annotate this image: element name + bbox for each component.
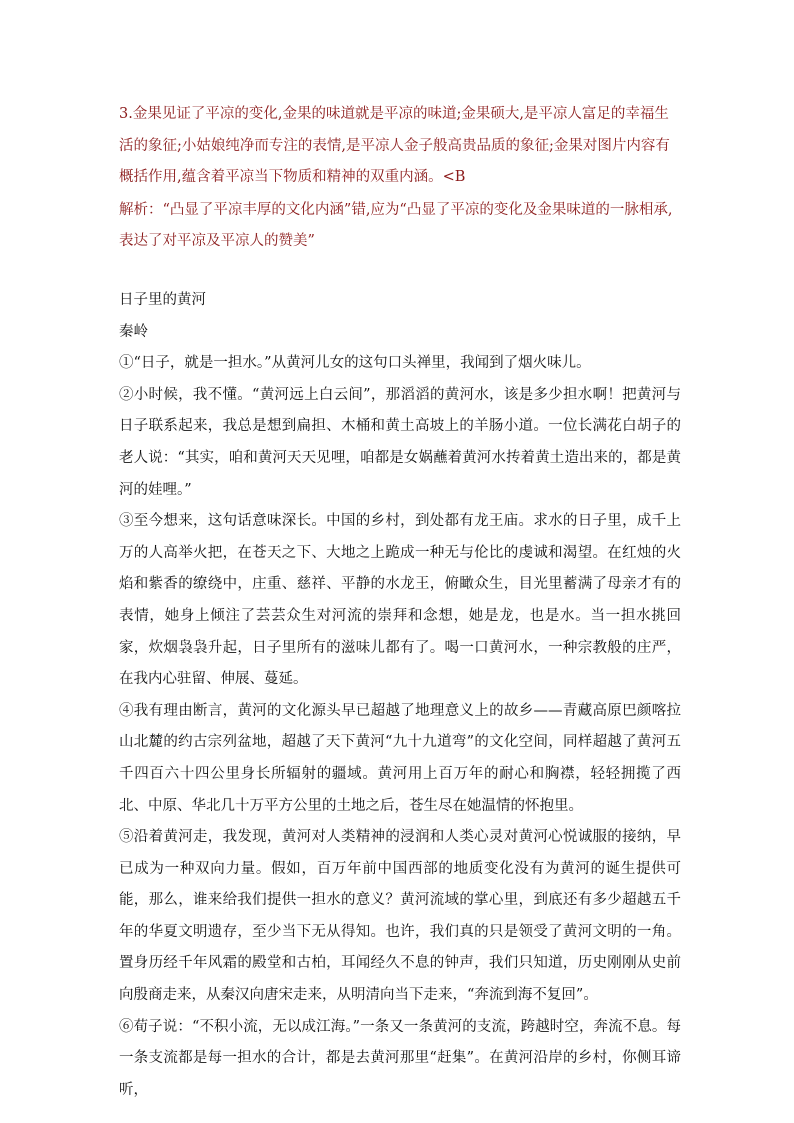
article-paragraph-3: ③至今想来，这句话意味深长。中国的乡村，到处都有龙王庙。求水的日子里，成千上万的人高举火把，在苍天之下、大地之上跪成一种无与伦比的虔诚和渴望。在红烛的火焰和紫香的缭绕中，庄重、慈祥、平静的水龙王，俯瞰众生，目光里蓄满了母亲才有的表情，她身上倾注了芸芸众生对河流的崇拜和念想，她是龙，也是水。当一担水挑回家，炊烟袅袅升起，日子里所有的滋味儿都有了。喝一口黄河水，一种宗教般的庄严，在我内心驻留、伸展、蔓延。 — [119, 513, 681, 688]
article-paragraph-6: ⑥荀子说：“不积小流，无以成江海。”一条又一条黄河的支流，跨越时空，奔流不息。每一条支流都是每一担水的合计，都是去黄河那里“赶集”。在黄河沿岸的乡村，你侧耳谛听， — [119, 1018, 681, 1098]
article-title: 日子里的黄河 — [119, 292, 206, 308]
article-paragraph-5: ⑤沿着黄河走，我发现，黄河对人类精神的浸润和人类心灵对黄河心悦诚服的接纳，早已成为一种双向力量。假如，百万年前中国西部的地质变化没有为黄河的诞生提供可能，那么，谁来给我们提供一担水的意义？黄河流域的掌心里，到底还有多少超越五千年的华夏文明遗存，至少当下无从得知。也许，我们真的只是领受了黄河文明的一角。置身历经千年风霜的殿堂和古柏，耳闻经久不息的钟声，我们只知道，历史刚刚从史前向殷商走来，从秦汉向唐宋走来，从明清向当下走来，“奔流到海不复回”。 — [119, 829, 681, 1004]
answer-item-3: 3.金果见证了平凉的变化,金果的味道就是平凉的味道;金果硕大,是平凉人富足的幸福生活的象征;小姑娘纯净而专注的表情,是平凉人金子般高贵品质的象征;金果对图片内容有概括作用,蕴含着平凉当下物质和精神的双重内涵。<B — [119, 106, 670, 185]
answer-section — [119, 99, 679, 258]
article-paragraph-2: ②小时候，我不懂。“黄河远上白云间”，那滔滔的黄河水，该是多少担水啊！把黄河与日子联系起来，我总是想到扁担、木桶和黄土高坡上的羊肠小道。一位长满花白胡子的老人说：“其实，咱和黄河天天见哩，咱都是女娲蘸着黄河水抟着黄土造出来的，都是黄河的娃哩。” — [119, 386, 681, 498]
article — [119, 285, 681, 1106]
answer-analysis: 解析：“凸显了平凉丰厚的文化内涵”错,应为“凸显了平凉的变化及金果味道的一脉相承,表达了对平凉及平凉人的赞美” — [119, 201, 673, 249]
article-author: 秦岭 — [119, 323, 148, 340]
article-paragraph-4: ④我有理由断言，黄河的文化源头早已超越了地理意义上的故乡——青藏高原巴颜喀拉山北麓的约古宗列盆地，超越了天下黄河“九十九道弯”的文化空间，同样超越了黄河五千四百六十四公里身长所辐射的疆域。黄河用上百万年的耐心和胸襟，轻轻拥揽了西北、中原、华北几十万平方公里的土地之后，苍生尽在她温情的怀抱里。 — [119, 702, 681, 814]
article-paragraph-1: ①“日子，就是一担水。”从黄河儿女的这句口头禅里，我闻到了烟火味儿。 — [119, 355, 591, 372]
